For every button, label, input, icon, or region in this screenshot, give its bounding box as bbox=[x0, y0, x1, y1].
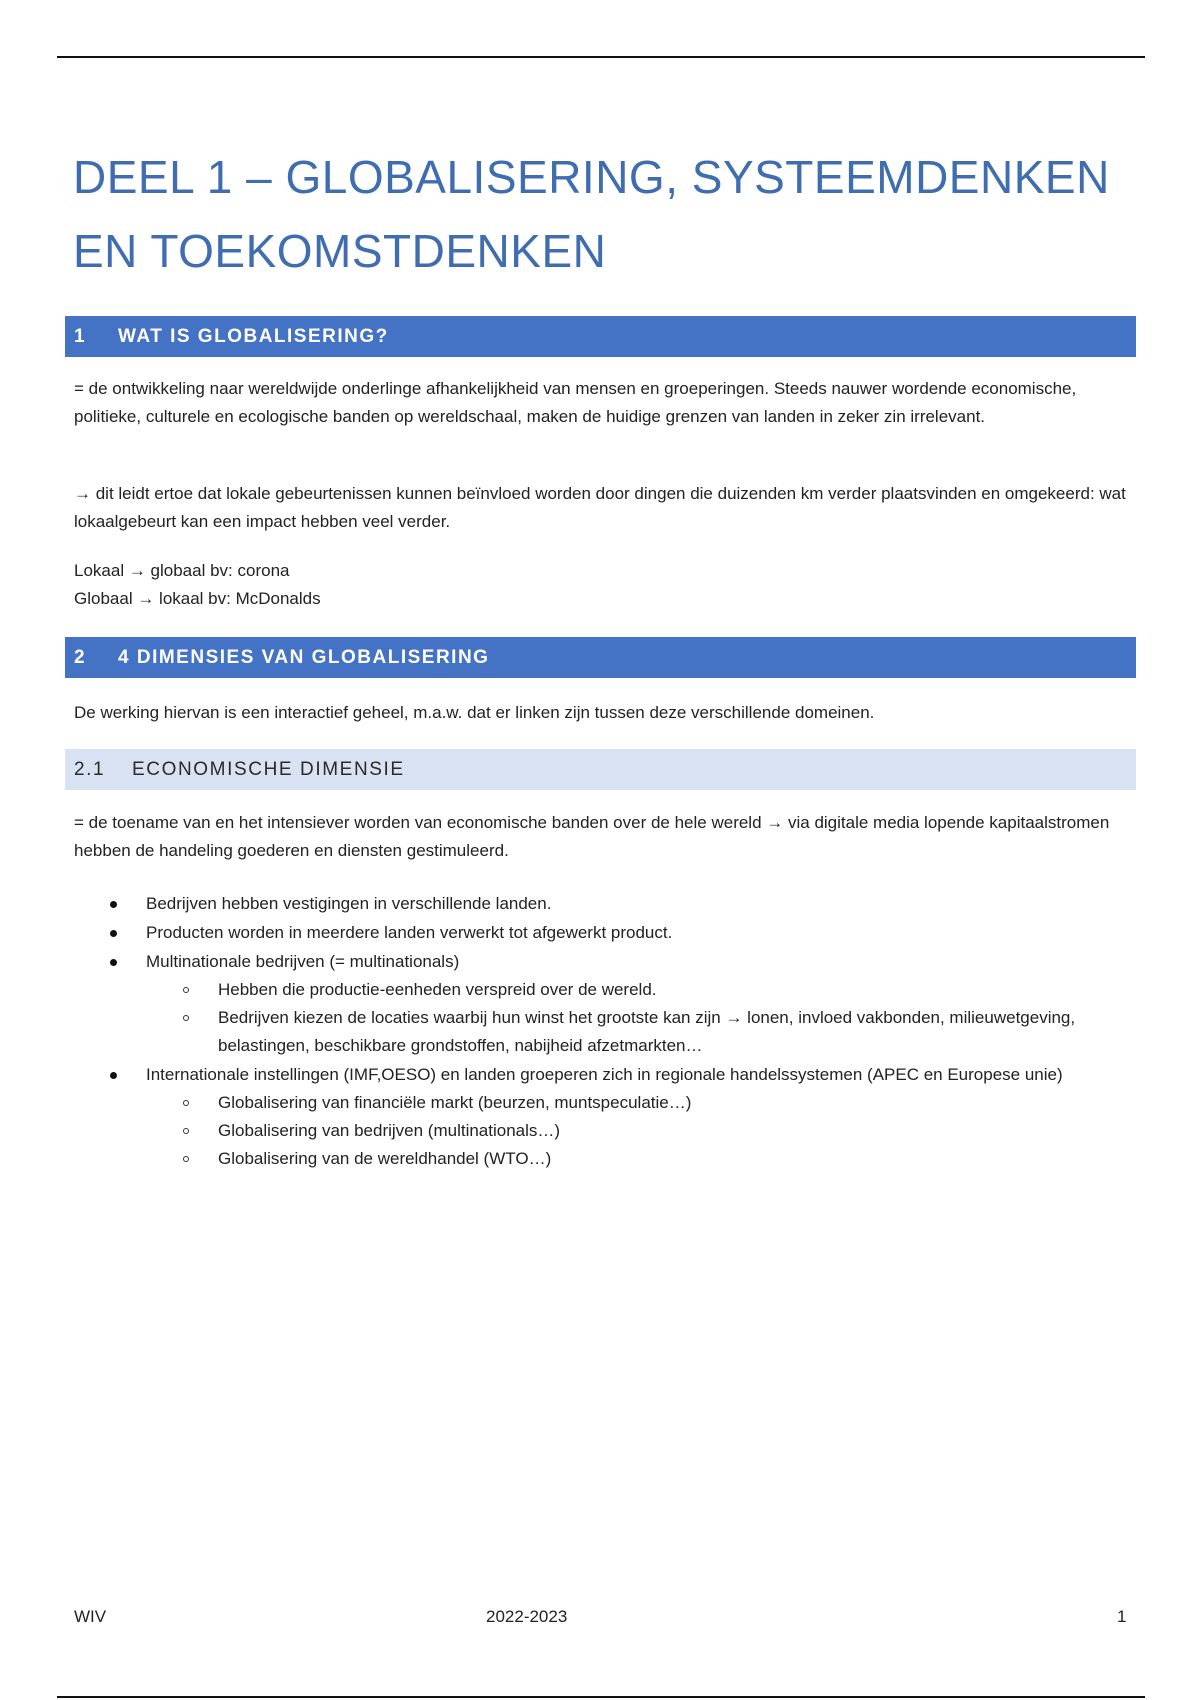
section-2-intro: De werking hiervan is een interactief geheel, m.a.w. dat er linken zijn tussen deze verschillende domeinen. bbox=[74, 703, 875, 722]
bullet-icon bbox=[110, 1072, 117, 1079]
list-item-text: Internationale instellingen (IMF,OESO) en landen groeperen zich in regionale handelssystemen (APEC en Europese unie) bbox=[146, 1065, 1063, 1084]
sub-list-item bbox=[146, 976, 1144, 1004]
circle-bullet-icon bbox=[183, 1100, 189, 1106]
sub-list-item bbox=[146, 1145, 1144, 1173]
economic-dimension-list bbox=[74, 889, 1144, 1173]
list-item bbox=[74, 918, 1144, 947]
section-1-number: 1 bbox=[74, 325, 87, 347]
list-item bbox=[74, 947, 1144, 1060]
sub-list-item-text: Globalisering van de wereldhandel (WTO…) bbox=[218, 1149, 552, 1168]
footer-course: WIV bbox=[74, 1607, 107, 1626]
header-rule bbox=[57, 56, 1145, 58]
section-2-1-heading bbox=[65, 749, 1136, 790]
sub-list-item-text: Globalisering van bedrijven (multinationals…) bbox=[218, 1121, 561, 1140]
sub-list bbox=[146, 1089, 1144, 1173]
circle-bullet-icon bbox=[183, 1128, 189, 1134]
list-item-text: Producten worden in meerdere landen verwerkt tot afgewerkt product. bbox=[146, 923, 673, 942]
list-item-text: Multinationale bedrijven (= multinationals) bbox=[146, 952, 460, 971]
example-global-local: Globaal → lokaal bv: McDonalds bbox=[74, 589, 321, 608]
sub-list-item bbox=[146, 1117, 1144, 1145]
section-1-heading bbox=[65, 316, 1136, 357]
sub-list bbox=[146, 976, 1144, 1060]
list-item-text: Bedrijven hebben vestigingen in verschillende landen. bbox=[146, 894, 552, 913]
sub-list-item-text: Globalisering van financiële markt (beurzen, muntspeculatie…) bbox=[218, 1093, 692, 1112]
sub-list-item-text: Bedrijven kiezen de locaties waarbij hun winst het grootste kan zijn → lonen, invloed vakbonden, milieuwetgeving, belastingen, beschikbare grondstoffen, nabijheid afzetmarkten… bbox=[218, 1008, 1076, 1055]
footer-year: 2022-2023 bbox=[486, 1607, 568, 1626]
document-title: DEEL 1 – GLOBALISERING, SYSTEEMDENKEN EN TOEKOMSTDENKEN bbox=[73, 151, 1110, 277]
list-item bbox=[74, 1060, 1144, 1173]
bullet-icon bbox=[110, 901, 117, 908]
sub-list-item bbox=[146, 1004, 1144, 1060]
sub-list-item-text: Hebben die productie-eenheden verspreid over de wereld. bbox=[218, 980, 657, 999]
bullet-icon bbox=[110, 930, 117, 937]
example-local-global: Lokaal → globaal bv: corona bbox=[74, 561, 290, 580]
section-2-1-definition: = de toename van en het intensiever worden van economische banden over de hele wereld → via digitale media lopende kapitaalstromen hebben de handeling goederen en diensten gestimuleerd. bbox=[74, 813, 1110, 860]
footer-rule bbox=[57, 1696, 1145, 1698]
section-2-heading bbox=[65, 637, 1136, 678]
sub-list-item bbox=[146, 1089, 1144, 1117]
circle-bullet-icon bbox=[183, 987, 189, 993]
section-2-number: 2 bbox=[74, 646, 87, 668]
section-1-definition: = de ontwikkeling naar wereldwijde onderlinge afhankelijkheid van mensen en groeperingen. Steeds nauwer wordende economische, politieke, culturele en ecologische banden op wereldschaal, maken de huidige grenzen van landen in zeker zin irrelevant. bbox=[74, 379, 1077, 426]
bullet-icon bbox=[110, 959, 117, 966]
section-1-title: WAT IS GLOBALISERING? bbox=[118, 325, 389, 347]
circle-bullet-icon bbox=[183, 1156, 189, 1162]
circle-bullet-icon bbox=[183, 1015, 189, 1021]
section-1-consequence: → dit leidt ertoe dat lokale gebeurtenissen kunnen beïnvloed worden door dingen die duizenden km verder plaatsvinden en omgekeerd: wat lokaalgebeurt kan een impact hebben veel verder. bbox=[74, 484, 1126, 531]
section-2-1-title: ECONOMISCHE DIMENSIE bbox=[132, 758, 405, 780]
footer-page-number: 1 bbox=[1117, 1607, 1127, 1626]
list-item bbox=[74, 889, 1144, 918]
section-2-title: 4 DIMENSIES VAN GLOBALISERING bbox=[118, 646, 490, 668]
section-2-1-number: 2.1 bbox=[74, 758, 106, 780]
